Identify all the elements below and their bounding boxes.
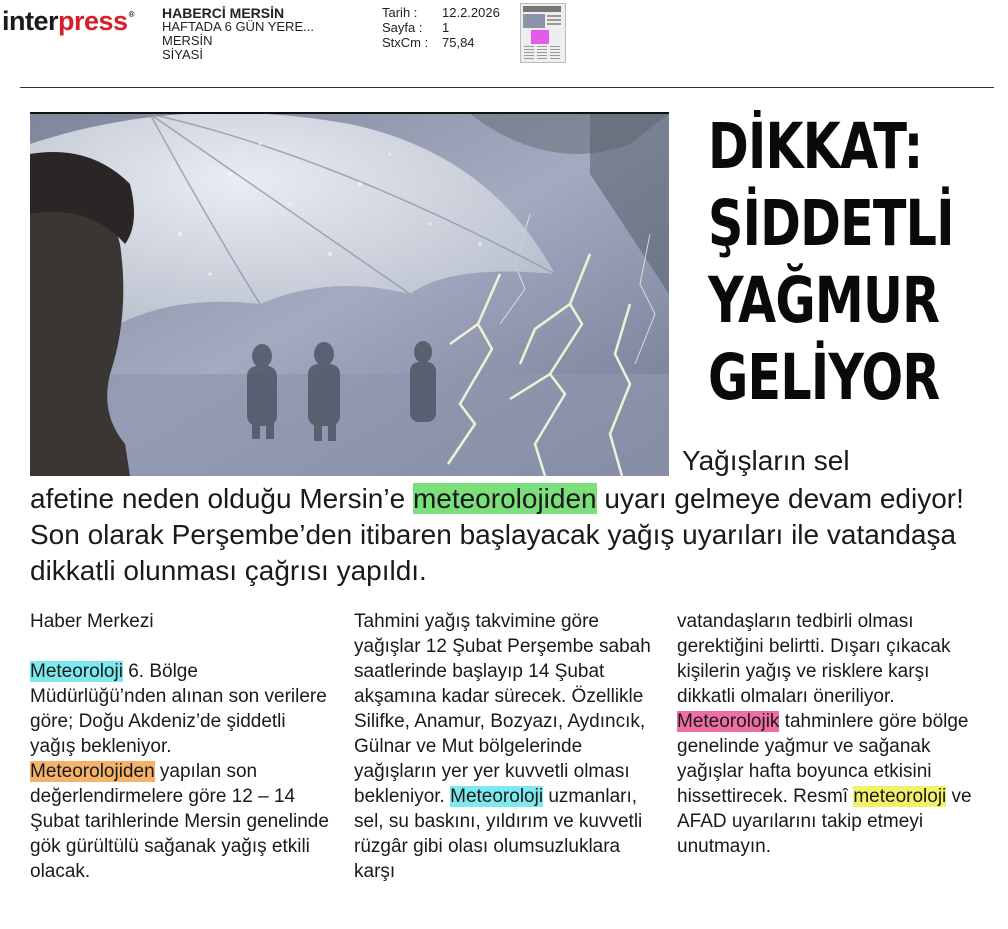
page-thumbnail[interactable]	[520, 3, 566, 63]
date-label: Tarih :	[382, 5, 418, 20]
logo-registered-mark: ®	[128, 10, 134, 19]
paragraph	[30, 759, 330, 884]
keyword-highlight: meteoroloji	[853, 786, 947, 807]
article-column-3	[677, 609, 977, 859]
header-divider	[20, 87, 994, 88]
keyword-highlight: Meteorolojik	[677, 711, 780, 732]
article-column-2	[354, 609, 652, 884]
page-label: Sayfa :	[382, 20, 423, 35]
stxcm-label: StxCm :	[382, 35, 429, 50]
paragraph-text: Tahmini yağış takvimine göre yağışlar 12 Şubat Perşembe sabah saatlerinde başlayıp 14 Şubat akşamına kadar sürecek. Özellikle Silifke, Anamur, Bozyazı, Aydıncık, Gülnar ve Mut bölgelerinde yağışların yer yer kuvvetli olması bekleniyor.	[354, 611, 651, 807]
paragraph-text: ve AFAD uyarılarını takip etmeyi unutmayın.	[677, 786, 972, 857]
keyword-highlight: Meteorolojiden	[30, 761, 155, 782]
paragraph-text: yapılan son değerlendirmelere göre 12 – 14 Şubat tarihlerinde Mersin genelinde gök gürültülü sağanak yağış etkili olacak.	[30, 761, 329, 882]
paragraph-text: 6. Bölge Müdürlüğü’nden alınan son verilere göre; Doğu Akdeniz’de şiddetli yağış bekleniyor.	[30, 661, 327, 757]
paper-city: MERSİN	[162, 33, 213, 48]
date-value: 12.2.2026	[442, 5, 500, 20]
lead-paragraph	[30, 481, 990, 589]
headline	[708, 108, 954, 416]
page-value: 1	[442, 20, 450, 35]
paragraph-text: uzmanları, sel, su baskını, yıldırım ve kuvvetli rüzgâr gibi olası olumsuzluklara karşı	[354, 786, 643, 882]
lead-text-cont: uyarı gelmeye devam ediyor! Son olarak Perşembe’den itibaren başlayacak yağış uyarıları ile vatandaşa dikkatli olunması çağrısı yapıldı.	[30, 483, 964, 586]
clip-meta	[382, 5, 500, 50]
paper-name: HABERCİ MERSİN	[162, 5, 285, 21]
keyword-highlight: Meteoroloji	[450, 786, 544, 807]
headline-line: DİKKAT:	[708, 110, 923, 183]
paragraph	[30, 659, 330, 759]
lead-highlight: meteorolojiden	[412, 483, 597, 514]
logo-main: inter	[2, 6, 59, 36]
keyword-highlight: Meteoroloji	[30, 661, 123, 682]
headline-line: ŞİDDETLİ	[708, 187, 954, 260]
lead-first-line: Yağışların sel	[682, 445, 850, 476]
interpress-logo	[2, 6, 134, 37]
paper-frequency: HAFTADA 6 GÜN YERE...	[162, 19, 314, 34]
headline-line: YAĞMUR	[708, 264, 940, 337]
storm-umbrella-photo	[30, 112, 669, 476]
source-info	[162, 6, 314, 62]
paragraph-text: vatandaşların tedbirli olması gerektiğini belirtti. Dışarı çıkacak kişilerin yağış ve risklere karşı dikkatli olmaları öneriliyor.	[677, 611, 951, 707]
lead-text: afetine neden olduğu Mersin’e	[30, 483, 413, 514]
headline-line: GELİYOR	[708, 341, 940, 414]
byline: Haber Merkezi	[30, 611, 154, 632]
paragraph-text: tahminlere göre bölge genelinde yağmur ve sağanak yağışlar hafta boyunca etkisini hissettirecek. Resmî	[677, 711, 969, 807]
article-column-1	[30, 609, 330, 884]
paper-category: SİYASİ	[162, 47, 203, 62]
logo-accent: press	[58, 6, 128, 36]
stxcm-value: 75,84	[442, 35, 475, 50]
